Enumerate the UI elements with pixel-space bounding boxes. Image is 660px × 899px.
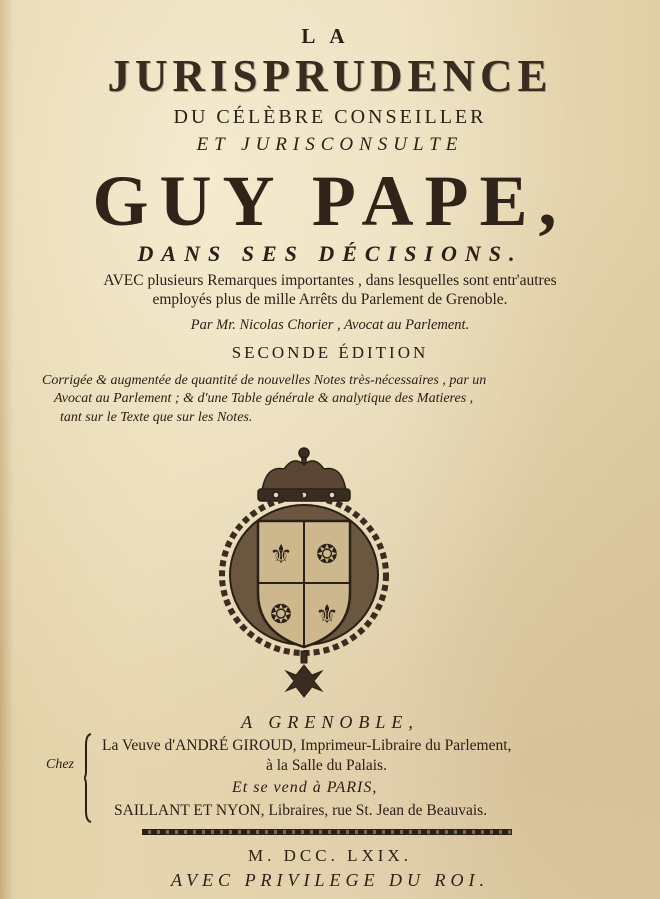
remarks-line-1: AVEC plusieurs Remarques importantes , dans lesquelles sont entr'autres — [103, 272, 557, 289]
subtitle-celebre: DU CÉLÈBRE CONSEILLER — [173, 106, 487, 128]
subtitle-decisions: DANS SES DÉCISIONS. — [137, 241, 523, 266]
title-article: LA — [301, 24, 359, 48]
edition: SECONDE ÉDITION — [231, 343, 429, 362]
svg-text:⚜: ⚜ — [315, 600, 339, 630]
svg-text:❂: ❂ — [316, 540, 338, 570]
imprint-printer: La Veuve d'ANDRÉ GIROUD, Imprimeur-Libraire du Parlement, — [102, 737, 512, 754]
ornamental-rule — [142, 829, 512, 835]
imprint-year: M. DCC. LXIX. — [248, 846, 412, 865]
subtitle-jurisconsulte: ET JURISCONSULTE — [196, 134, 464, 155]
brace-icon — [84, 733, 92, 823]
by-line: Par Mr. Nicolas Chorier , Avocat au Parlement. — [190, 317, 470, 333]
svg-text:❂: ❂ — [270, 600, 292, 630]
corrected-line-1: Corrigée & augmentée de quantité de nouvelles Notes très-nécessaires , par un — [42, 373, 487, 388]
imprint-privilege: AVEC PRIVILEGE DU ROI. — [170, 870, 490, 890]
imprint-city: A GRENOBLE, — [241, 712, 419, 732]
imprint-chez: Chez — [46, 757, 74, 772]
imprint-booksellers: SAILLANT ET NYON, Libraires, rue St. Jean de Beauvais. — [114, 802, 488, 819]
remarks-line-2: employés plus de mille Arrêts du Parlement de Grenoble. — [152, 291, 508, 308]
corrected-line-3: tant sur le Texte que sur les Notes. — [60, 410, 253, 425]
royal-coat-of-arms-icon — [214, 443, 394, 699]
svg-text:⚜: ⚜ — [269, 540, 293, 570]
author-name: GUY PAPE, — [92, 161, 568, 241]
imprint-sold-at: Et se vend à PARIS, — [232, 779, 378, 796]
book-title: JURISPRUDENCE — [107, 51, 553, 101]
imprint-location: à la Salle du Palais. — [266, 757, 387, 774]
corrected-line-2: Avocat au Parlement ; & d'une Table générale & analytique des Matieres , — [54, 391, 474, 406]
